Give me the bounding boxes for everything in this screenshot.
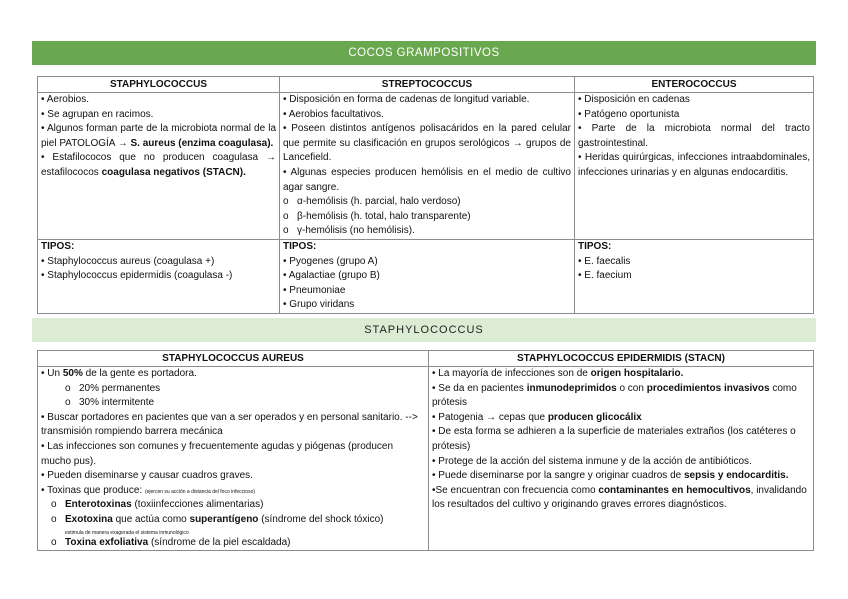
list-item: • La mayoría de infecciones son de origen hospitalario. bbox=[432, 368, 684, 379]
staphylococcus-table bbox=[37, 350, 814, 551]
list-item: • E. faecalis bbox=[578, 255, 631, 267]
list-item: • Puede diseminarse por la sangre y originar cuadros de sepsis y endocarditis. bbox=[432, 470, 789, 482]
text: β-hemólisis (h. total, halo transparente) bbox=[297, 210, 471, 222]
list-item bbox=[283, 195, 571, 210]
text: • Estafilococos que no producen coagulasa → estafilococos bbox=[41, 152, 276, 178]
list-item: o Toxina exfoliativa (síndrome de la piel escaldada) bbox=[51, 536, 291, 548]
text: α-hemólisis (h. parcial, halo verdoso) bbox=[297, 196, 461, 208]
list-item: • Poseen distintos antígenos polisacáridos en la pared celular que permite su clasificación en grupos serológicos → grupos de Lancefield. bbox=[283, 123, 571, 164]
text: • Algunos forman parte de la microbiota normal de la piel PATOLOGÍA → bbox=[41, 123, 276, 149]
list-item: • Patógeno oportunista bbox=[578, 108, 680, 120]
list-item: • Grupo viridans bbox=[283, 299, 355, 311]
strep-tipos bbox=[280, 239, 575, 313]
section-title: STAPHYLOCOCCUS bbox=[32, 318, 816, 342]
list-item: • Se da en pacientes inmunodeprimidos o con procedimientos invasivos como prótesis bbox=[432, 382, 797, 409]
header-epidermidis: STAPHYLOCOCCUS EPIDERMIDIS (STACN) bbox=[429, 351, 814, 367]
cocos-table bbox=[37, 76, 814, 314]
table-header-row bbox=[38, 77, 814, 93]
header-staphylococcus: STAPHYLOCOCCUS bbox=[38, 77, 280, 93]
list-item: • Las infecciones son comunes y frecuentemente agudas y piógenas (producen mucho pus). bbox=[41, 440, 394, 467]
list-item: • Staphylococcus aureus (coagulasa +) bbox=[41, 255, 215, 267]
text: γ-hemólisis (no hemólisis). bbox=[297, 225, 415, 237]
list-item bbox=[41, 151, 276, 180]
list-item bbox=[283, 224, 571, 239]
table-row bbox=[38, 93, 814, 240]
strep-description bbox=[280, 93, 575, 240]
list-item: • Disposición en forma de cadenas de longitud variable. bbox=[283, 94, 530, 105]
list-item: • Heridas quirúrgicas, infecciones intraabdominales, infecciones urinarias y en algunas endocarditis. bbox=[578, 152, 810, 178]
list-item: • Toxinas que produce: (ejercen su acción a distancia del foco infeccioso) bbox=[41, 484, 256, 496]
bullet: o bbox=[283, 210, 289, 222]
entero-tipos bbox=[575, 239, 814, 313]
staph-description bbox=[38, 93, 280, 240]
list-item: • De esta forma se adhieren a la superficie de materiales extraños (los catéteres o prótesis) bbox=[432, 426, 796, 452]
list-item: • Un 50% de la gente es portadora. bbox=[41, 368, 197, 379]
staph-tipos bbox=[38, 239, 280, 313]
footnote: estimula de manera exagerada el sistema inmunológico bbox=[65, 529, 189, 536]
table-row bbox=[38, 367, 814, 551]
page-title: COCOS GRAMPOSITIVOS bbox=[32, 41, 816, 65]
list-item: • Staphylococcus epidermidis (coagulasa -) bbox=[41, 270, 233, 282]
list-item bbox=[41, 122, 276, 151]
list-item: • Pyogenes (grupo A) bbox=[283, 255, 378, 267]
tipos-label: TIPOS: bbox=[41, 240, 75, 252]
table-row bbox=[38, 239, 814, 313]
list-item: • Protege de la acción del sistema inmune y de la acción de antibióticos. bbox=[432, 455, 752, 467]
header-aureus: STAPHYLOCOCCUS AUREUS bbox=[38, 351, 429, 367]
list-item: • Buscar portadores en pacientes que van a ser operados y en personal sanitario. --> transmisión rompiendo barrera mecánica bbox=[41, 411, 418, 438]
aureus-description bbox=[38, 367, 429, 551]
bullet: o bbox=[283, 225, 289, 237]
list-item: o Enterotoxinas (toxiinfecciones alimentarias) bbox=[51, 499, 264, 511]
list-item: o 20% permanentes bbox=[65, 382, 161, 394]
header-streptococcus: STREPTOCOCCUS bbox=[280, 77, 575, 93]
list-item: • Algunas especies producen hemólisis en el medio de cultivo agar sangre. bbox=[283, 166, 571, 193]
tipos-label: TIPOS: bbox=[283, 240, 317, 252]
list-item: • E. faecium bbox=[578, 270, 632, 282]
list-item: o Exotoxina que actúa como superantígeno (síndrome del shock tóxico) bbox=[51, 513, 384, 525]
list-item: o 30% intermitente bbox=[65, 397, 155, 409]
list-item: • Parte de la microbiota normal del tracto gastrointestinal. bbox=[578, 123, 810, 149]
entero-description bbox=[575, 93, 814, 240]
tipos-label: TIPOS: bbox=[578, 240, 612, 252]
table-header-row bbox=[38, 351, 814, 367]
list-item: • Patogenia → cepas que producen glicocálix bbox=[432, 411, 642, 423]
list-item: • Se agrupan en racimos. bbox=[41, 108, 154, 120]
header-enterococcus: ENTEROCOCCUS bbox=[575, 77, 814, 93]
list-item: •Se encuentran con frecuencia como contaminantes en hemocultivos, invalidando los resultados del cultivo y originando graves errores diagnósticos. bbox=[432, 484, 807, 511]
list-item: • Aerobios facultativos. bbox=[283, 108, 384, 120]
bullet: o bbox=[283, 196, 289, 208]
bold-text: S. aureus (enzima coagulasa). bbox=[130, 137, 274, 149]
list-item: • Aerobios. bbox=[41, 94, 89, 105]
list-item: • Pueden diseminarse y causar cuadros graves. bbox=[41, 470, 253, 482]
footnote-text: (ejercen su acción a distancia del foco infeccioso) bbox=[144, 488, 256, 495]
epidermidis-description bbox=[429, 367, 814, 551]
list-item: • Disposición en cadenas bbox=[578, 94, 690, 105]
list-item: • Agalactiae (grupo B) bbox=[283, 270, 380, 282]
list-item: • Pneumoniae bbox=[283, 284, 346, 296]
list-item bbox=[283, 210, 571, 225]
bold-text: coagulasa negativos (STACN). bbox=[101, 166, 246, 178]
